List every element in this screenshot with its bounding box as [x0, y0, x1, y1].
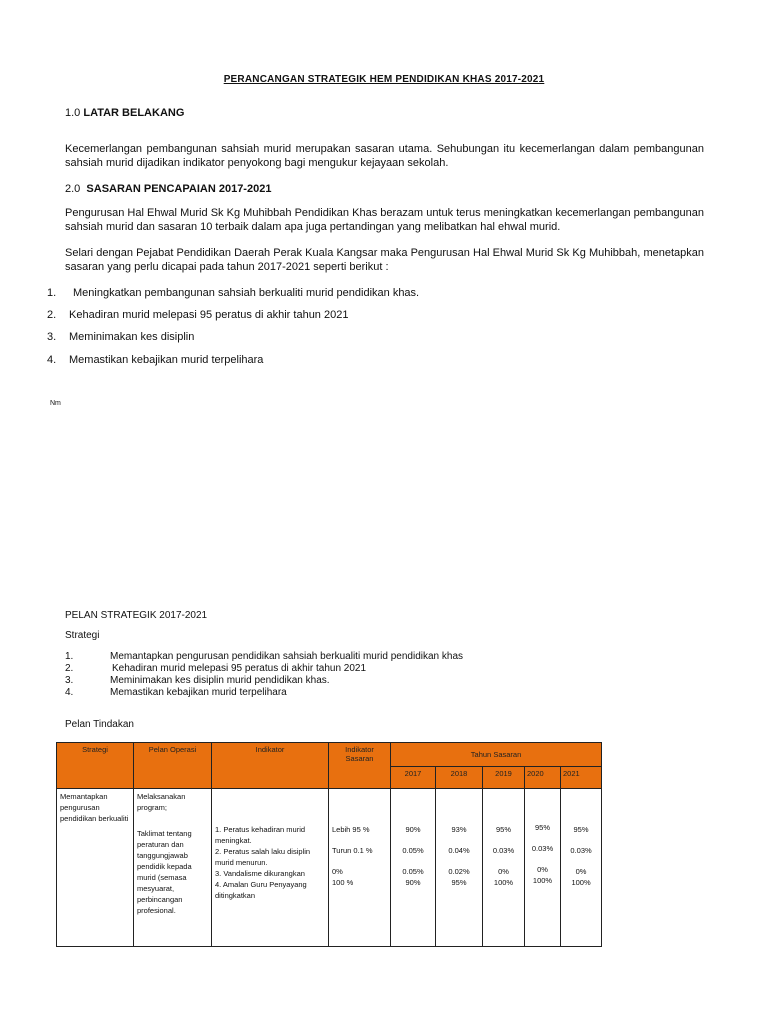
section-1-number: 1.0 [65, 107, 81, 119]
header-year: 2020 [525, 767, 561, 789]
strategy-item: 3. Meminimakan kes disiplin murid pendidikan khas. [65, 675, 330, 686]
section-2-title: SASARAN PENCAPAIAN 2017-2021 [86, 183, 272, 195]
section-2-paragraph-2: Selari dengan Pejabat Pendidikan Daerah Perak Kuala Kangsar maka Pengurusan Hal Ehwal Murid Sk Kg Muhibbah, menetapkan sasaran yang perlu dicapai pada tahun 2017-2021 seperti berikut : [65, 247, 704, 273]
document-title: PERANCANGAN STRATEGIK HEM PENDIDIKAN KHAS 2017-2021 [223, 74, 545, 85]
strategy-item: 4. Memastikan kebajikan murid terpelihara [65, 687, 287, 698]
action-plan-label: Pelan Tindakan [65, 719, 134, 730]
action-plan-table [56, 742, 602, 947]
cell-indikator: 1. Peratus kehadiran murid meningkat. 2. Peratus salah laku disiplin murid menurun. 3. Vandalisme dikurangkan 4. Amalan Guru Penyayang ditingkatkan [212, 789, 329, 947]
cell-strategi: Memantapkan pengurusan pendidikan berkualiti [57, 789, 134, 947]
header-indikator: Indikator [212, 743, 329, 789]
target-item: 2. Kehadiran murid melepasi 95 peratus di akhir tahun 2021 [47, 309, 349, 321]
section-2-number: 2.0 [65, 183, 81, 195]
plan-heading: PELAN STRATEGIK 2017-2021 [65, 610, 208, 621]
cell-year-values: 90% 0.05% 0.05% 90% [391, 789, 436, 947]
header-year: 2019 [483, 767, 525, 789]
strategy-label: Strategi [65, 630, 100, 641]
section-1-paragraph: Kecemerlangan pembangunan sahsiah murid merupakan sasaran utama. Sehubungan itu kecemerlangan dalam pembangunan sahsiah murid dijadikan indikator penyokong bagi mengukur kejayaan sekolah. [65, 143, 704, 169]
header-strategi: Strategi [57, 743, 134, 789]
section-2-paragraph-1: Pengurusan Hal Ehwal Murid Sk Kg Muhibbah Pendidikan Khas berazam untuk terus meningkatkan kecemerlangan pembangunan sahsiah murid dan sasaran 10 terbaik dalam apa juga pertandingan yang melibatkan hal ehwal murid. [65, 207, 704, 233]
section-1-heading [65, 107, 184, 119]
section-1-title: LATAR BELAKANG [83, 107, 185, 119]
header-pelan-operasi: Pelan Operasi [134, 743, 212, 789]
header-indikator-sasaran: Indikator Sasaran [329, 743, 391, 789]
strategy-item: 2. Kehadiran murid melepasi 95 peratus di akhir tahun 2021 [65, 663, 367, 674]
header-year: 2018 [436, 767, 483, 789]
margin-note: Nm [50, 400, 61, 407]
cell-year-values: 95% 0.03% 0% 100% [525, 789, 561, 947]
target-item: 4. Memastikan kebajikan murid terpelihara [47, 354, 264, 366]
cell-pelan-operasi: Melaksanakan program; Taklimat tentang peraturan dan tanggungjawab pendidik kepada murid (semasa mesyuarat, perbincangan profesional. [134, 789, 212, 947]
cell-year-values: 93% 0.04% 0.02% 95% [436, 789, 483, 947]
table-row [57, 789, 602, 947]
header-tahun-sasaran: Tahun Sasaran [391, 743, 602, 767]
header-year: 2017 [391, 767, 436, 789]
target-item: 3. Meminimakan kes disiplin [47, 331, 195, 343]
section-2-heading [65, 183, 271, 195]
cell-year-values: 95% 0.03% 0% 100% [483, 789, 525, 947]
cell-year-values: 95% 0.03% 0% 100% [561, 789, 602, 947]
strategy-item: 1. Memantapkan pengurusan pendidikan sahsiah berkualiti murid pendidikan khas [65, 651, 464, 662]
header-year: 2021 [561, 767, 602, 789]
target-item: 1. Meningkatkan pembangunan sahsiah berkualiti murid pendidikan khas. [47, 287, 420, 299]
cell-indikator-sasaran: Lebih 95 % Turun 0.1 % 0% 100 % [329, 789, 391, 947]
